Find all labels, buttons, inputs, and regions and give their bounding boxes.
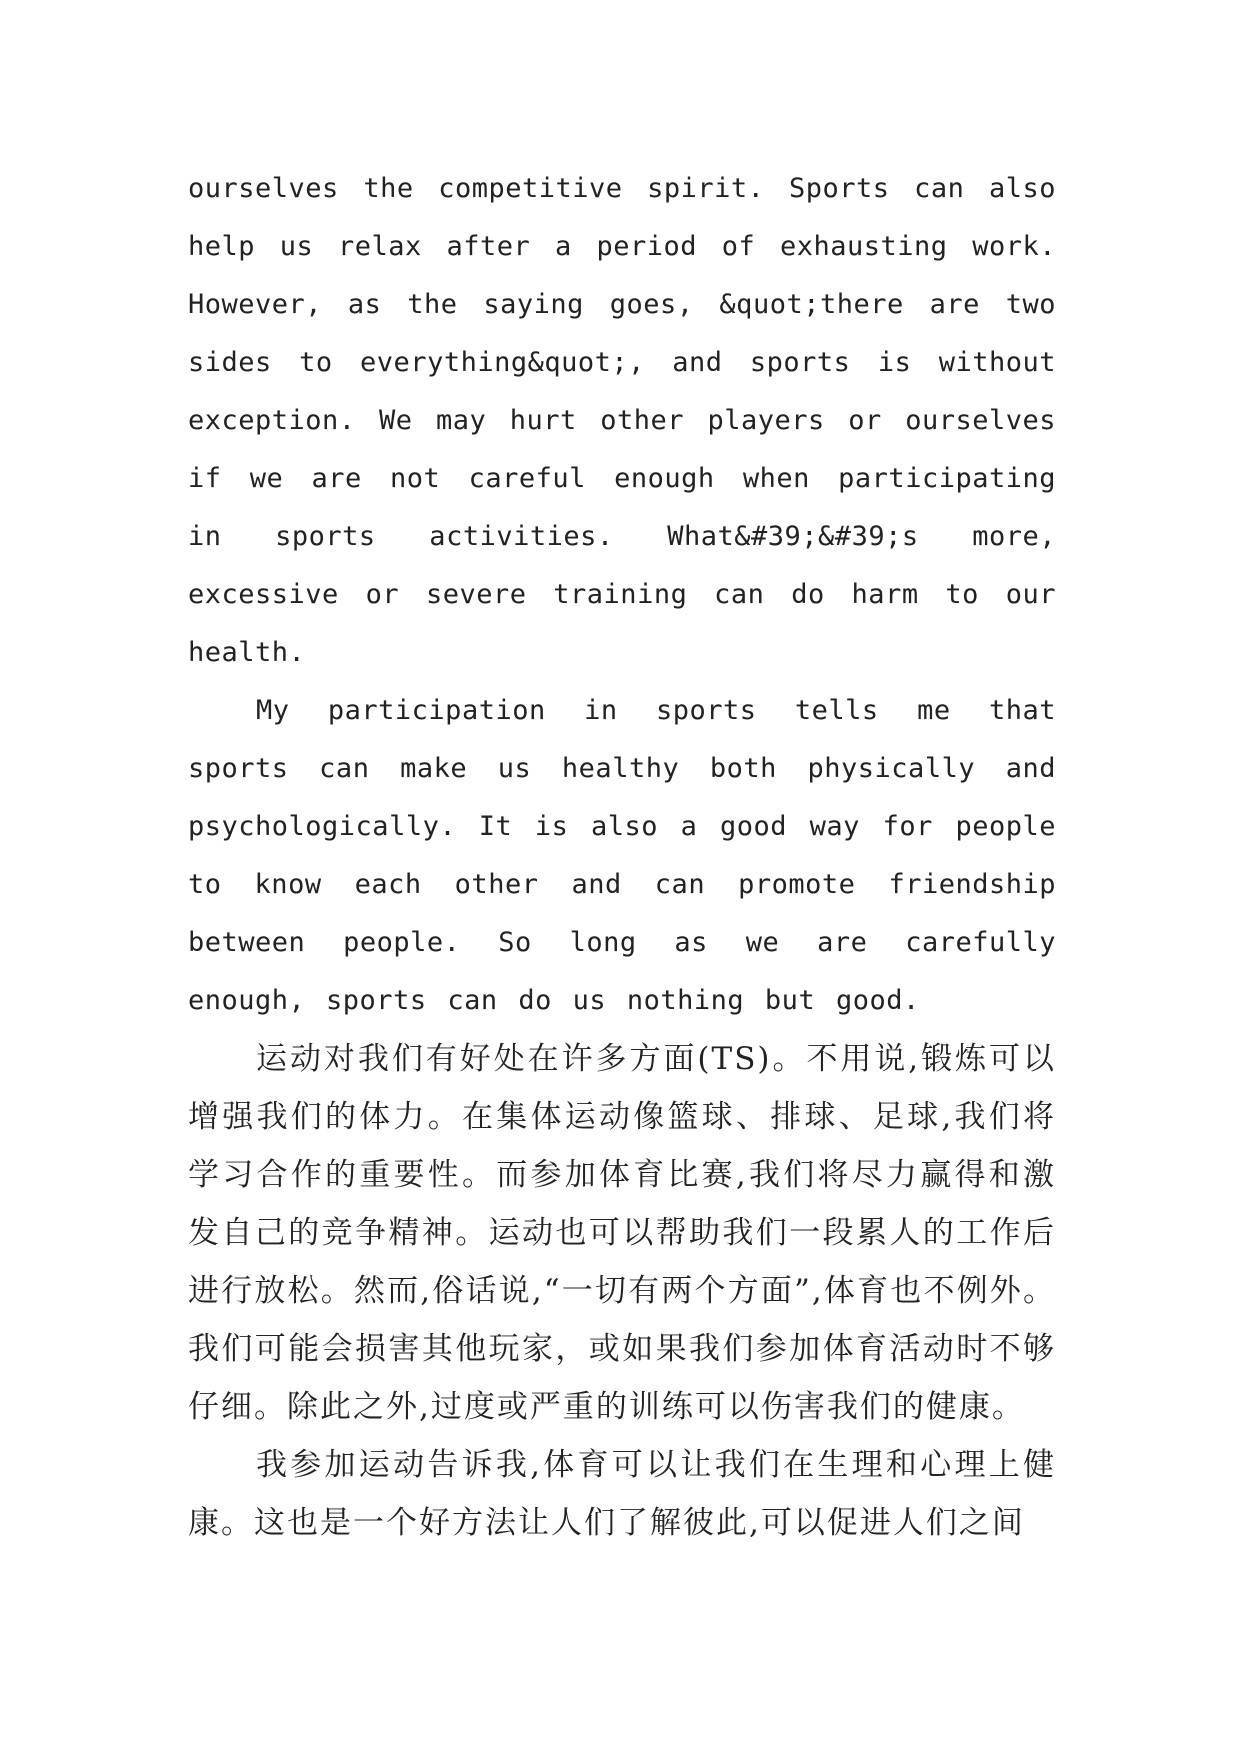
paragraph-chinese-benefits: 运动对我们有好处在许多方面(TS)。不用说,锻炼可以增强我们的体力。在集体运动像篮球、排球、足球,我们将学习合作的重要性。而参加体育比赛,我们将尽力赢得和激发自己的竞争精神。运动也可以帮助我们一段累人的工作后进行放松。然而,俗话说,“一切有两个方面”,体育也不例外。我们可能会损害其他玩家，或如果我们参加体育活动时不够仔细。除此之外,过度或严重的训练可以伤害我们的健康。 bbox=[188, 1041, 1056, 1425]
paragraph-chinese-participation: 我参加运动告诉我,体育可以让我们在生理和心理上健康。这也是一个好方法让人们了解彼此,可以促进人们之间 bbox=[188, 1447, 1056, 1541]
paragraph-participation: My participation in sports tells me that sports can make us healthy both physically and psychologically. It is also a good way for people to know each other and can promote friendship between people. So long as we are carefully enough, sports can do us nothing but good. bbox=[188, 695, 1056, 1016]
paragraph-sports-spirit: ourselves the competitive spirit. Sports can also help us relax after a period of exhausting work. However, as the saying goes, &quot;there are two sides to everything&quot;, and sports is without exception. We may hurt other players or ourselves if we are not careful enough when participating in sports activities. What&#39;&#39;s more, excessive or severe training can do harm to our health. bbox=[188, 173, 1056, 668]
document-page bbox=[188, 160, 1056, 1552]
